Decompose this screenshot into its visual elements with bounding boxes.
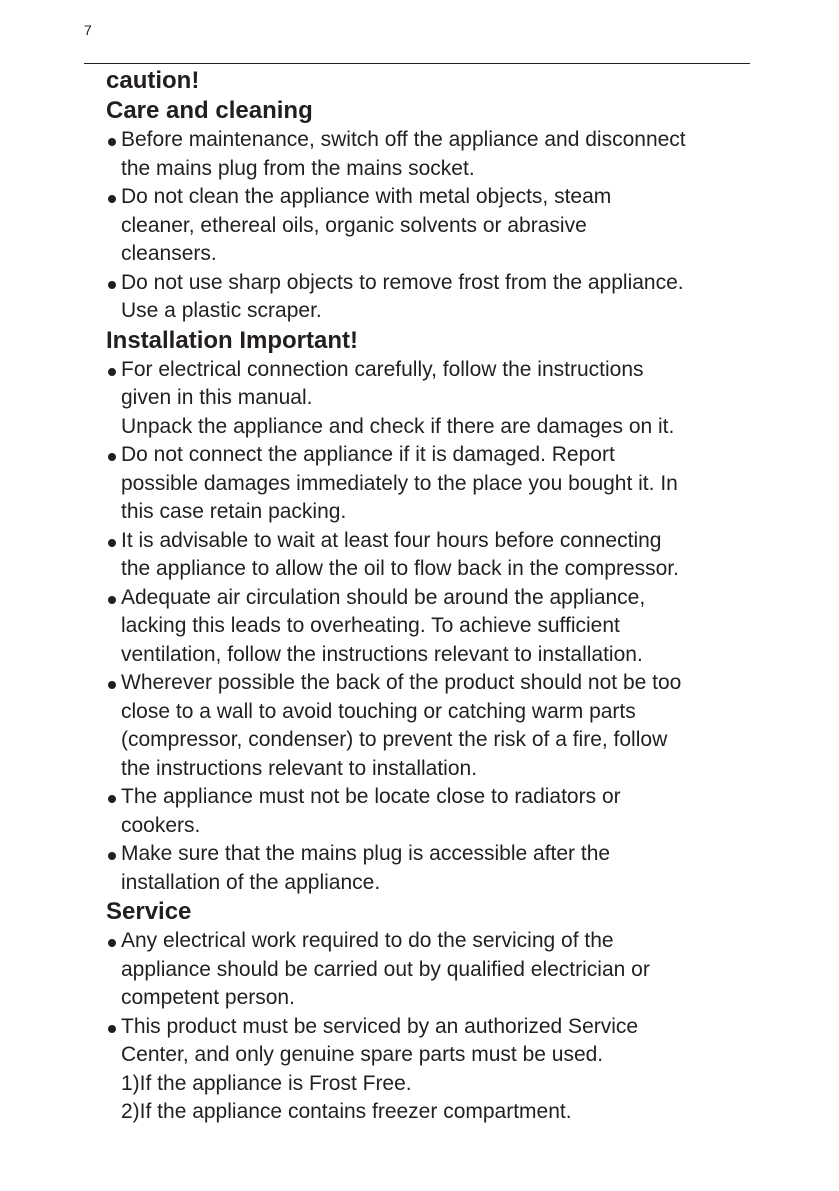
bullet-icon <box>108 681 116 689</box>
list-item: Do not clean the appliance with metal objects, steam cleaner, ethereal oils, organic solvents or abrasive cleansers. <box>106 183 806 269</box>
bullet-icon <box>108 368 116 376</box>
footnote-frost-free: 1)If the appliance is Frost Free. <box>121 1071 412 1095</box>
bullet-icon <box>108 939 116 947</box>
list-item: Any electrical work required to do the servicing of the appliance should be carried out by qualified electrician or competent person. <box>106 927 806 1013</box>
list-item: Wherever possible the back of the product should not be too close to a wall to avoid touching or catching warm parts (compressor, condenser) to prevent the risk of a fire, follow the instructions relevant to installation. <box>106 669 806 783</box>
installation-heading: Installation Important! <box>106 326 358 354</box>
bullet-icon <box>108 852 116 860</box>
caution-heading: caution! <box>106 67 200 94</box>
bullet-icon <box>108 281 116 289</box>
list-item: It is advisable to wait at least four hours before connecting the appliance to allow the oil to flow back in the compressor. <box>106 527 806 584</box>
bullet-icon <box>108 539 116 547</box>
list-item: Do not use sharp objects to remove frost from the appliance. Use a plastic scraper. <box>106 269 806 326</box>
footnote-freezer: 2)If the appliance contains freezer compartment. <box>121 1100 572 1123</box>
list-item: Before maintenance, switch off the appliance and disconnect the mains plug from the mains socket. <box>106 126 806 183</box>
list-item: For electrical connection carefully, follow the instructions given in this manual. Unpack the appliance and check if there are damages on it. <box>106 356 806 442</box>
list-item: The appliance must not be locate close to radiators or cookers. <box>106 783 806 840</box>
document-body <box>106 66 806 1127</box>
bullet-icon <box>108 1025 116 1033</box>
bullet-icon <box>108 195 116 203</box>
list-item: Adequate air circulation should be around the appliance, lacking this leads to overheating. To achieve sufficient ventilation, follow the instructions relevant to installation. <box>106 584 806 670</box>
bullet-icon <box>108 596 116 604</box>
list-item: Do not connect the appliance if it is damaged. Report possible damages immediately to the place you bought it. In this case retain packing. <box>106 441 806 527</box>
bullet-icon <box>108 453 116 461</box>
service-heading: Service <box>106 898 192 925</box>
bullet-icon <box>108 795 116 803</box>
bullet-icon <box>108 138 116 146</box>
list-item: Make sure that the mains plug is accessible after the installation of the appliance. <box>106 840 806 897</box>
list-item: This product must be serviced by an authorized Service Center, and only genuine spare parts must be used. <box>106 1013 806 1070</box>
page-number: 7 <box>84 22 92 38</box>
care-cleaning-heading: Care and cleaning <box>106 97 313 124</box>
header-rule <box>84 63 750 64</box>
